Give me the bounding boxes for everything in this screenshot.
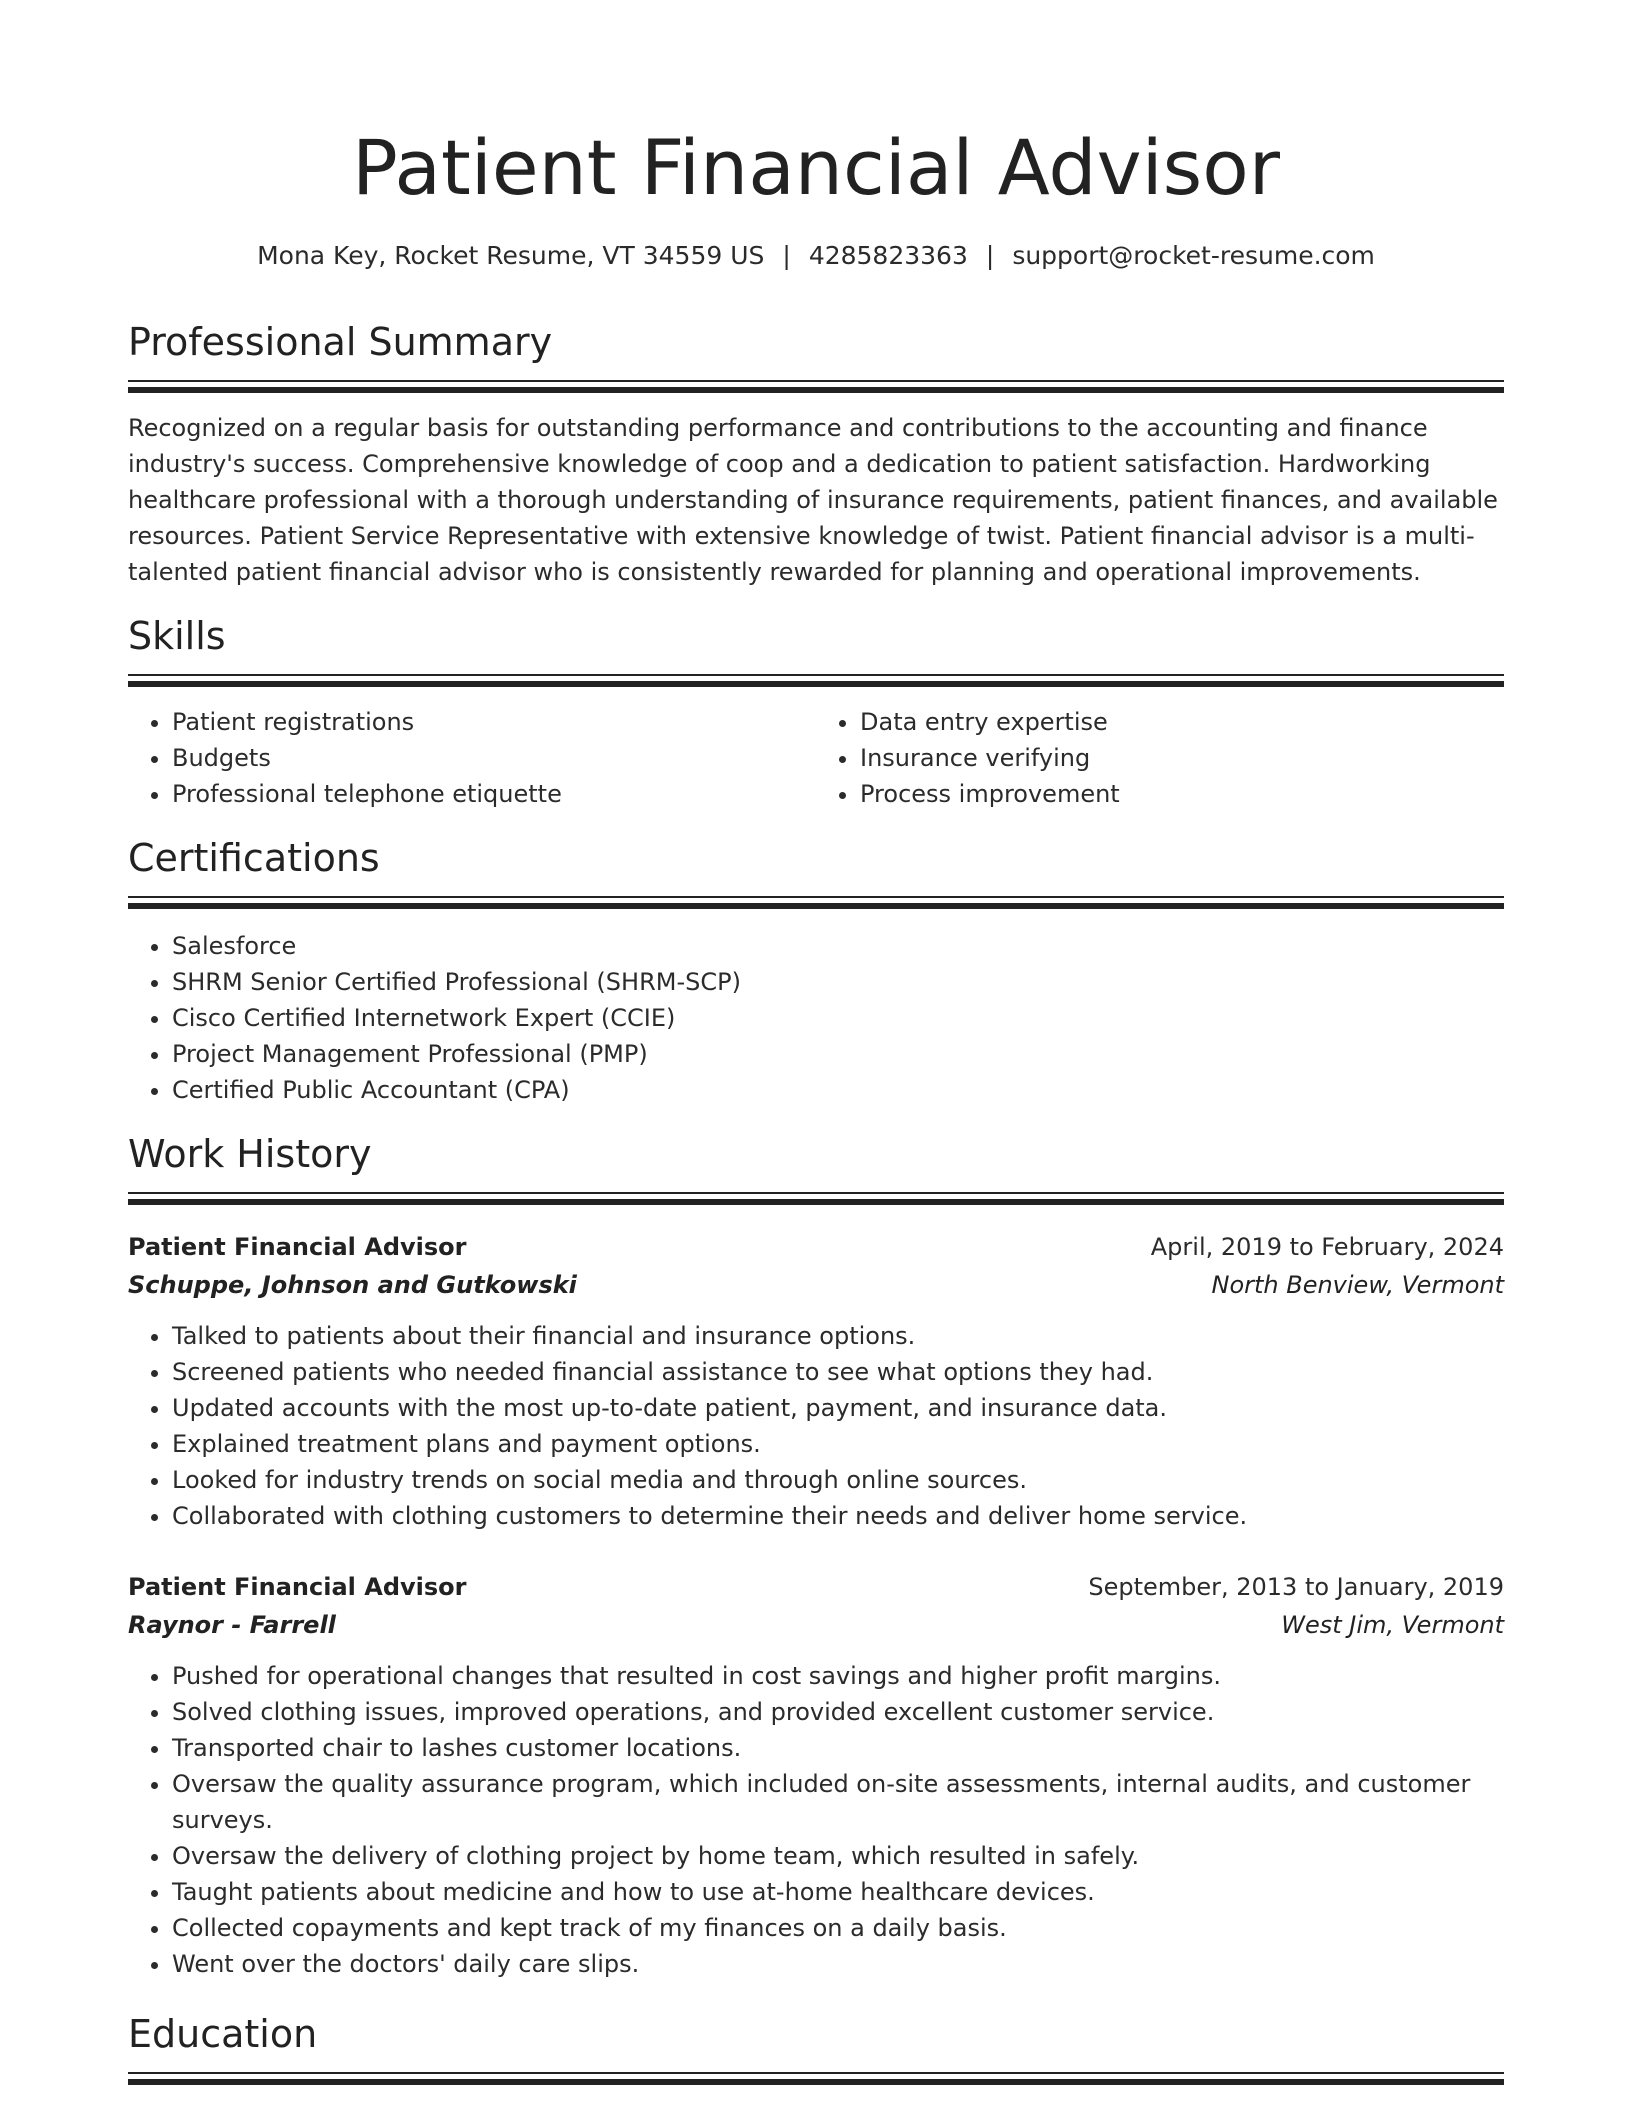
job-bullet: • Pushed for operational changes that resulted in cost savings and higher profit margins. [172, 1658, 1504, 1694]
work-history-section [128, 1130, 1504, 1982]
job-bullet: • Went over the doctors' daily care slips. [172, 1946, 1504, 1982]
job-title: Patient Financial Advisor [128, 1233, 467, 1261]
job-bullet: • Solved clothing issues, improved operations, and provided excellent customer service. [172, 1694, 1504, 1730]
certification-item: • Cisco Certified Internetwork Expert (CCIE) [172, 1000, 1504, 1036]
education-section [128, 2010, 1504, 2086]
skill-item: • Professional telephone etiquette [172, 776, 816, 812]
contact-email: support@rocket-resume.com [1012, 241, 1375, 270]
summary-section [128, 318, 1504, 590]
skills-list-left [128, 704, 816, 812]
skill-item: • Data entry expertise [860, 704, 1504, 740]
job-bullet: • Updated accounts with the most up-to-date patient, payment, and insurance data. [172, 1390, 1504, 1426]
job-bullet: • Talked to patients about their financial and insurance options. [172, 1318, 1504, 1354]
job-bullet: • Explained treatment plans and payment options. [172, 1426, 1504, 1462]
summary-text: Recognized on a regular basis for outstanding performance and contributions to the accounting and finance industry's success. Comprehensive knowledge of coop and a dedication to patient satisfaction. Hardworking healthcare professional with a thorough understanding of insurance requirements, patient finances, and available resources. Patient Service Representative with extensive knowledge of twist. Patient financial advisor is a multi-talented patient financial advisor who is consistently rewarded for planning and operational improvements. [128, 414, 1498, 586]
section-title-skills: Skills [128, 614, 226, 658]
job-bullet: • Oversaw the quality assurance program, which included on-site assessments, internal audits, and customer surveys. [172, 1766, 1504, 1838]
certifications-list [128, 928, 1504, 1108]
job-location: North Benview, Vermont [1211, 1271, 1504, 1299]
job-bullet: • Taught patients about medicine and how to use at-home healthcare devices. [172, 1874, 1504, 1910]
job-bullet: • Oversaw the delivery of clothing project by home team, which resulted in safely. [172, 1838, 1504, 1874]
contact-phone: 4285823363 [808, 241, 968, 270]
job-bullets [128, 1318, 1504, 1534]
job-company: Schuppe, Johnson and Gutkowski [128, 1271, 577, 1299]
skill-item: • Patient registrations [172, 704, 816, 740]
job-header-row [128, 1228, 1504, 1266]
certification-item: • Certified Public Accountant (CPA) [172, 1072, 1504, 1108]
contact-address: Mona Key, Rocket Resume, VT 34559 US [257, 241, 765, 270]
resume-name: Patient Financial Advisor [351, 123, 1281, 212]
job-entry [128, 1568, 1504, 1982]
job-company-row [128, 1266, 1504, 1304]
section-title-education: Education [128, 2012, 318, 2056]
job-dates: September, 2013 to January, 2019 [1088, 1573, 1504, 1601]
job-company: Raynor - Farrell [128, 1611, 336, 1639]
section-rule [128, 380, 1504, 394]
section-title-summary: Professional Summary [128, 320, 553, 364]
skill-item: • Insurance verifying [860, 740, 1504, 776]
certification-item: • Project Management Professional (PMP) [172, 1036, 1504, 1072]
contact-separator: | [782, 241, 791, 270]
job-entry [128, 1228, 1504, 1534]
section-rule [128, 896, 1504, 910]
section-rule [128, 1192, 1504, 1206]
job-bullet: • Transported chair to lashes customer locations. [172, 1730, 1504, 1766]
skill-item: • Budgets [172, 740, 816, 776]
section-rule [128, 2072, 1504, 2086]
job-bullet: • Screened patients who needed financial assistance to see what options they had. [172, 1354, 1504, 1390]
skills-section [128, 612, 1504, 812]
job-company-row [128, 1606, 1504, 1644]
certifications-section [128, 834, 1504, 1108]
job-title: Patient Financial Advisor [128, 1573, 467, 1601]
skills-list-right [816, 704, 1504, 812]
job-bullet: • Collected copayments and kept track of my finances on a daily basis. [172, 1910, 1504, 1946]
job-bullet: • Looked for industry trends on social media and through online sources. [172, 1462, 1504, 1498]
job-dates: April, 2019 to February, 2024 [1150, 1233, 1504, 1261]
certification-item: • Salesforce [172, 928, 1504, 964]
skill-item: • Process improvement [860, 776, 1504, 812]
job-location: West Jim, Vermont [1281, 1611, 1504, 1639]
job-bullet: • Collaborated with clothing customers to determine their needs and deliver home service. [172, 1498, 1504, 1534]
section-title-certifications: Certifications [128, 836, 380, 880]
job-header-row [128, 1568, 1504, 1606]
contact-separator: | [985, 241, 995, 270]
job-bullets [128, 1658, 1504, 1982]
section-rule [128, 674, 1504, 688]
skills-columns [128, 704, 1504, 812]
section-title-work: Work History [128, 1132, 372, 1176]
contact-line [128, 238, 1504, 274]
certification-item: • SHRM Senior Certified Professional (SHRM-SCP) [172, 964, 1504, 1000]
